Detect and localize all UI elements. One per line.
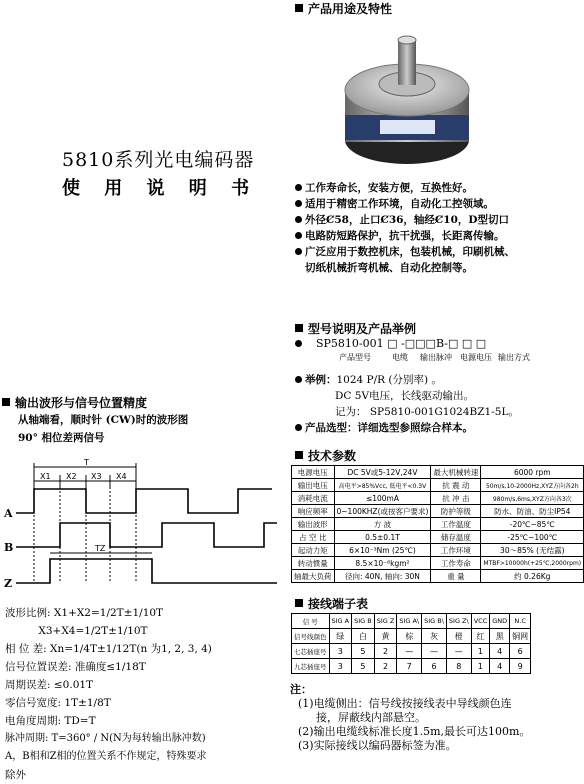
table-cell: 8 bbox=[446, 659, 471, 674]
table-cell: 方 波 bbox=[334, 518, 431, 531]
table-cell: 2 bbox=[374, 659, 397, 674]
square-bullet-icon bbox=[295, 451, 303, 459]
table-cell: -20℃~85℃ bbox=[481, 518, 584, 531]
record-text: SP5810-001G1024BZ1-5L。 bbox=[369, 406, 519, 418]
table-cell: — bbox=[422, 644, 447, 659]
note-item: (3)实际接线以编码器标签为准。 bbox=[298, 739, 457, 752]
list-item bbox=[295, 228, 515, 244]
wiring-heading bbox=[295, 595, 368, 612]
waveform-heading bbox=[2, 394, 147, 411]
table-cell: 黄 bbox=[374, 629, 397, 644]
list-item bbox=[295, 244, 515, 260]
table-cell: 白 bbox=[352, 629, 375, 644]
label-x4: X4 bbox=[116, 472, 127, 481]
table-cell: 橙 bbox=[446, 629, 471, 644]
table-cell: 6000 rpm bbox=[481, 466, 584, 479]
list-item bbox=[295, 180, 515, 196]
table-cell: 6 bbox=[422, 659, 447, 674]
table-row bbox=[292, 557, 584, 570]
table-cell: 9 bbox=[510, 659, 531, 674]
table-cell: 径向: 40N, 轴向: 30N bbox=[334, 570, 431, 583]
model-code-text: SP5810-001 bbox=[316, 337, 384, 350]
label-t: T bbox=[84, 458, 89, 467]
table-cell: 起动力矩 bbox=[292, 544, 335, 557]
usage-heading-text: 产品用途及特性 bbox=[308, 2, 393, 16]
table-cell: 4 bbox=[490, 659, 510, 674]
table-header-cell: SIG B bbox=[352, 614, 375, 629]
note-item: (2)输出电缆线标准长度1.5m,最长可达100m。 bbox=[298, 725, 531, 738]
signal-a-waveform bbox=[16, 489, 272, 513]
notes-heading: 注： bbox=[290, 683, 312, 696]
model-label: 输出脉冲 bbox=[420, 353, 452, 362]
model-heading bbox=[295, 320, 416, 337]
table-cell: 响应频率 bbox=[292, 505, 335, 518]
model-labels bbox=[318, 352, 530, 363]
usage-bullets bbox=[295, 180, 515, 276]
bullet-icon bbox=[295, 340, 302, 347]
usage-heading bbox=[295, 0, 392, 17]
table-cell: 1 bbox=[471, 659, 490, 674]
model-example bbox=[295, 372, 519, 436]
table-cell: 轴最大负荷 bbox=[292, 570, 335, 583]
table-cell: 抗 冲 击 bbox=[431, 492, 481, 505]
table-cell: 储存温度 bbox=[431, 531, 481, 544]
table-cell: 30～85% (无结露) bbox=[481, 544, 584, 557]
table-header-cell: SIG A bbox=[329, 614, 352, 629]
table-cell: DC 5V或5-12V,24V bbox=[334, 466, 431, 479]
table-cell: 输出电压 bbox=[292, 479, 335, 492]
table-cell: 信号线颜色 bbox=[292, 629, 330, 644]
table-cell: 6×10⁻³Nm (25℃) bbox=[334, 544, 431, 557]
note-item: (1)电缆侧出：信号线按接线表中导线颜色连 bbox=[298, 697, 512, 710]
spec-line: 相 位 差: Xn=1/4T±1/12T(n 为1, 2, 3, 4) bbox=[5, 643, 212, 655]
table-header-row bbox=[292, 614, 531, 629]
table-header-cell: SIG B\ bbox=[422, 614, 447, 629]
table-row bbox=[292, 466, 584, 479]
bullet-icon bbox=[295, 248, 302, 255]
table-cell: 约 0.26Kg bbox=[481, 570, 584, 583]
usage-bullet-text: 外径Ȼ58，止口Ȼ36，轴经Ȼ10，D型切口 bbox=[305, 214, 510, 226]
table-cell: 工作环境 bbox=[431, 544, 481, 557]
spec-line: X3+X4=1/2T±1/10T bbox=[5, 625, 148, 637]
waveform-specs bbox=[5, 604, 212, 784]
table-cell: 棕 bbox=[397, 629, 422, 644]
model-heading-text: 型号说明及产品举例 bbox=[308, 322, 417, 336]
list-item bbox=[295, 260, 515, 276]
square-bullet-icon bbox=[295, 599, 303, 607]
usage-bullet-text: 工作寿命长，安装方便，互换性好。 bbox=[305, 182, 473, 194]
table-cell: MTBF>10000h(+25℃,2000rpm) bbox=[481, 557, 584, 570]
table-cell: 6 bbox=[510, 644, 531, 659]
waveform-desc1: 从轴端看，顺时针 (CW)时的波形图 bbox=[18, 414, 189, 426]
model-label: 电源电压 bbox=[460, 353, 492, 362]
table-cell: 0~100KHZ(或按客户要求) bbox=[334, 505, 431, 518]
table-cell: 输出波形 bbox=[292, 518, 335, 531]
table-cell: 8.5×10⁻⁶kgm² bbox=[334, 557, 431, 570]
example-line bbox=[295, 388, 519, 404]
table-cell: 消耗电流 bbox=[292, 492, 335, 505]
table-cell: 7 bbox=[397, 659, 422, 674]
model-code-tail: □ -□□□B-□ □ □ bbox=[387, 337, 487, 350]
table-cell: ≤100mA bbox=[334, 492, 431, 505]
table-cell: 0.5±0.1T bbox=[334, 531, 431, 544]
table-cell: — bbox=[397, 644, 422, 659]
table-row bbox=[292, 570, 584, 583]
specs-heading-text: 技术参数 bbox=[308, 449, 357, 463]
note-item: 接，屏蔽线内部悬空。 bbox=[316, 711, 426, 724]
model-label: 产品型号 bbox=[339, 353, 371, 362]
example-line bbox=[295, 404, 519, 420]
table-header-cell: N.C bbox=[510, 614, 531, 629]
table-cell: 3 bbox=[329, 644, 352, 659]
table-cell: 抗 震 动 bbox=[431, 479, 481, 492]
spec-line: 脉冲周期: T=360° / N(N为每转输出脉冲数) bbox=[5, 733, 206, 744]
table-cell: 高电平>85%Vcc, 低电平<0.3V bbox=[334, 479, 431, 492]
example-label: 举例： bbox=[305, 374, 337, 386]
table-cell: 黑 bbox=[490, 629, 510, 644]
table-header-cell: SIG Z\ bbox=[446, 614, 471, 629]
table-cell: 防护等级 bbox=[431, 505, 481, 518]
table-cell: 4 bbox=[490, 644, 510, 659]
select-text: 产品选型：详细选型参照综合样本。 bbox=[305, 422, 473, 434]
table-cell: 铜网 bbox=[510, 629, 531, 644]
table-row bbox=[292, 518, 584, 531]
table-header-cell: GND bbox=[490, 614, 510, 629]
example-line bbox=[295, 420, 519, 436]
wiring-heading-text: 接线端子表 bbox=[308, 597, 369, 611]
bullet-icon bbox=[295, 376, 302, 383]
bullet-icon bbox=[295, 424, 302, 431]
record-label: 记为： bbox=[335, 406, 367, 418]
table-header-cell: 信 号 bbox=[292, 614, 330, 629]
table-cell: 七芯插座号 bbox=[292, 644, 330, 659]
table-cell: 转动惯量 bbox=[292, 557, 335, 570]
table-row bbox=[292, 644, 531, 659]
square-bullet-icon bbox=[2, 398, 10, 406]
list-item bbox=[295, 196, 515, 212]
table-cell: 2 bbox=[374, 644, 397, 659]
table-cell: 3 bbox=[329, 659, 352, 674]
usage-bullet-text: 电路防短路保护，抗干扰强，长距离传输。 bbox=[305, 230, 505, 242]
spec-line: 电角度周期: TD=T bbox=[5, 715, 96, 727]
table-cell: 红 bbox=[471, 629, 490, 644]
spec-line: 信号位置误差: 准确度≤1/18T bbox=[5, 661, 146, 673]
label-tz: TZ bbox=[95, 544, 106, 553]
spec-line: 波形比例: X1+X2=1/2T±1/10T bbox=[5, 607, 164, 619]
signal-b-waveform bbox=[16, 523, 277, 547]
notes bbox=[290, 683, 530, 753]
table-cell: 九芯插座号 bbox=[292, 659, 330, 674]
document-subtitle: 使 用 说 明 书 bbox=[62, 178, 259, 199]
list-item bbox=[295, 212, 515, 228]
table-cell: 电源电压 bbox=[292, 466, 335, 479]
waveform-diagram bbox=[2, 455, 287, 595]
usage-bullet-text: 广泛应用于数控机床，包装机械，印刷机械、 bbox=[305, 246, 515, 258]
model-label: 电缆 bbox=[392, 353, 408, 362]
table-row bbox=[292, 629, 531, 644]
usage-bullet-text: 适用于精密工作环境，自动化工控领域。 bbox=[305, 198, 494, 210]
table-row bbox=[292, 544, 584, 557]
usage-bullet-text: 切纸机械折弯机械、自动化控制等。 bbox=[305, 262, 473, 274]
table-cell: 50m/s,10-2000Hz,XYZ方向各2h bbox=[481, 479, 584, 492]
bullet-icon bbox=[295, 232, 302, 239]
table-cell: 工作温度 bbox=[431, 518, 481, 531]
table-cell: 重 量 bbox=[431, 570, 481, 583]
model-label: 输出方式 bbox=[498, 353, 530, 362]
model-code bbox=[295, 337, 486, 350]
table-cell: 5 bbox=[352, 644, 375, 659]
square-bullet-icon bbox=[295, 324, 303, 332]
spec-line: 零信号宽度: 1T±1/8T bbox=[5, 697, 111, 709]
label-b: B bbox=[4, 541, 14, 554]
table-header-cell: SIG Z bbox=[374, 614, 397, 629]
document-title: 5810系列光电编码器 bbox=[62, 149, 255, 171]
wiring-table bbox=[291, 613, 531, 674]
square-bullet-icon bbox=[295, 4, 303, 12]
example-text: DC 5V电压，长线驱动输出。 bbox=[335, 390, 475, 402]
table-cell: -25℃~100℃ bbox=[481, 531, 584, 544]
example-line bbox=[295, 372, 519, 388]
label-x1: X1 bbox=[40, 472, 51, 481]
waveform-desc2: 90° 相位差两信号 bbox=[18, 432, 105, 444]
specs-heading bbox=[295, 447, 356, 464]
example-text: 1024 P/R (分别率) 。 bbox=[336, 374, 442, 386]
table-row bbox=[292, 659, 531, 674]
label-z: Z bbox=[4, 577, 13, 590]
bullet-icon bbox=[295, 216, 302, 223]
bullet-icon bbox=[295, 200, 302, 207]
label-x3: X3 bbox=[91, 472, 102, 481]
table-header-cell: VCC bbox=[471, 614, 490, 629]
table-cell: 绿 bbox=[329, 629, 352, 644]
table-cell: 最大机械转速 bbox=[431, 466, 481, 479]
waveform-heading-text: 输出波形与信号位置精度 bbox=[15, 396, 148, 410]
encoder-product-image bbox=[340, 20, 475, 170]
table-cell: 占 空 比 bbox=[292, 531, 335, 544]
table-row bbox=[292, 531, 584, 544]
spec-line: 周期误差: ≤0.01T bbox=[5, 679, 94, 691]
table-row bbox=[292, 479, 584, 492]
table-row bbox=[292, 492, 584, 505]
label-a: A bbox=[4, 507, 13, 520]
bullet-icon bbox=[295, 184, 302, 191]
table-cell: 工作寿命 bbox=[431, 557, 481, 570]
table-row bbox=[292, 505, 584, 518]
table-cell: 980m/s,6ms,XYZ方向各3次 bbox=[481, 492, 584, 505]
specs-table bbox=[291, 465, 584, 583]
spec-line: A，B相和Z相的位置关系不作规定，特殊要求 bbox=[5, 751, 207, 762]
table-cell: 1 bbox=[471, 644, 490, 659]
table-cell: — bbox=[446, 644, 471, 659]
spec-line: 除外 bbox=[5, 769, 26, 781]
table-cell: 灰 bbox=[422, 629, 447, 644]
table-cell: 防水、防油、防尘IP54 bbox=[481, 505, 584, 518]
table-header-cell: SIG A\ bbox=[397, 614, 422, 629]
table-cell: 5 bbox=[352, 659, 375, 674]
label-x2: X2 bbox=[66, 472, 77, 481]
signal-z-waveform bbox=[16, 559, 277, 583]
